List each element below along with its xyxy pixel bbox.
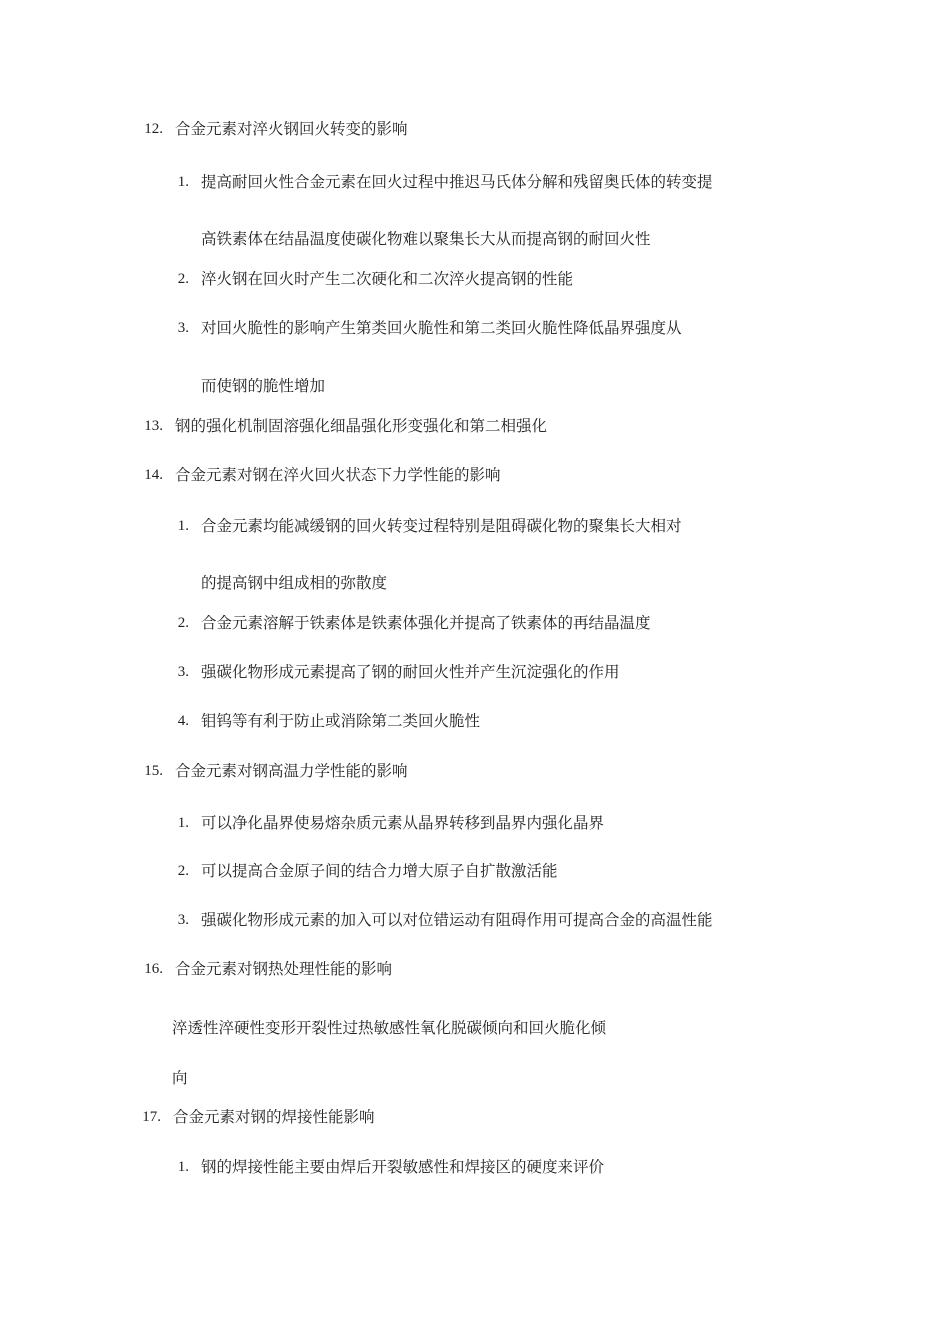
item-number: 3. (177, 664, 189, 680)
item-number: 1. (177, 1159, 189, 1175)
item-text: 可以提高合金原子间的结合力增大原子自扩散激活能 (201, 862, 558, 880)
list-item (177, 172, 713, 192)
section-number: 17. (142, 1109, 161, 1125)
item-number: 2. (177, 615, 189, 631)
section-number: 15. (144, 763, 163, 779)
list-item (177, 813, 605, 833)
list-item (177, 1157, 605, 1177)
list-item (177, 613, 651, 633)
item-text: 合金元素均能减缓钢的回火转变过程特别是阻碍碳化物的聚集长大相对 (201, 517, 682, 535)
section-title: 合金元素对钢高温力学性能的影响 (175, 762, 408, 780)
list-item (177, 711, 481, 731)
list-item-continuation: 而使钢的脆性增加 (201, 377, 326, 395)
section-heading (144, 465, 501, 485)
item-text: 淬火钢在回火时产生二次硬化和二次淬火提高钢的性能 (201, 270, 574, 288)
list-item-continuation: 的提高钢中组成相的弥散度 (201, 574, 388, 592)
section-title: 合金元素对淬火钢回火转变的影响 (175, 120, 408, 138)
list-item (177, 516, 682, 536)
item-number: 4. (177, 713, 189, 729)
list-item (177, 269, 574, 289)
item-number: 2. (177, 863, 189, 879)
list-item (177, 662, 620, 682)
item-number: 3. (177, 320, 189, 336)
item-number: 1. (177, 174, 189, 190)
section-number: 12. (144, 121, 163, 137)
section-title: 合金元素对钢在淬火回火状态下力学性能的影响 (175, 466, 501, 484)
section-title: 合金元素对钢热处理性能的影响 (175, 960, 393, 978)
item-number: 2. (177, 271, 189, 287)
section-number: 14. (144, 467, 163, 483)
section-heading (144, 959, 393, 979)
item-text: 提高耐回火性合金元素在回火过程中推迟马氏体分解和残留奥氏体的转变提 (201, 173, 713, 191)
section-heading (144, 761, 408, 781)
item-text: 钢的焊接性能主要由焊后开裂敏感性和焊接区的硬度来评价 (201, 1158, 605, 1176)
section-heading (144, 416, 548, 436)
item-text: 钼钨等有利于防止或消除第二类回火脆性 (201, 712, 481, 730)
list-item (177, 861, 558, 881)
item-text: 可以净化晶界使易熔杂质元素从晶界转移到晶界内强化晶界 (201, 814, 605, 832)
section-number: 13. (144, 418, 163, 434)
item-text: 强碳化物形成元素提高了钢的耐回火性并产生沉淀强化的作用 (201, 663, 620, 681)
list-item (177, 318, 682, 338)
section-title: 钢的强化机制固溶强化细晶强化形变强化和第二相强化 (175, 417, 548, 435)
item-text: 合金元素溶解于铁素体是铁素体强化并提高了铁素体的再结晶温度 (201, 614, 651, 632)
list-item-continuation: 高铁素体在结晶温度使碳化物难以聚集长大从而提高钢的耐回火性 (201, 230, 651, 248)
item-number: 1. (177, 518, 189, 534)
section-heading (142, 1107, 375, 1127)
item-text: 强碳化物形成元素的加入可以对位错运动有阻碍作用可提高合金的高温性能 (201, 911, 713, 929)
item-number: 3. (177, 912, 189, 928)
list-item (177, 910, 713, 930)
item-text: 对回火脆性的影响产生第类回火脆性和第二类回火脆性降低晶界强度从 (201, 319, 682, 337)
section-number: 16. (144, 961, 163, 977)
section-heading (144, 119, 408, 139)
item-number: 1. (177, 815, 189, 831)
section-title: 合金元素对钢的焊接性能影响 (173, 1108, 375, 1126)
paragraph-text: 向 (172, 1069, 188, 1087)
paragraph-text: 淬透性淬硬性变形开裂性过热敏感性氧化脱碳倾向和回火脆化倾 (172, 1019, 607, 1037)
